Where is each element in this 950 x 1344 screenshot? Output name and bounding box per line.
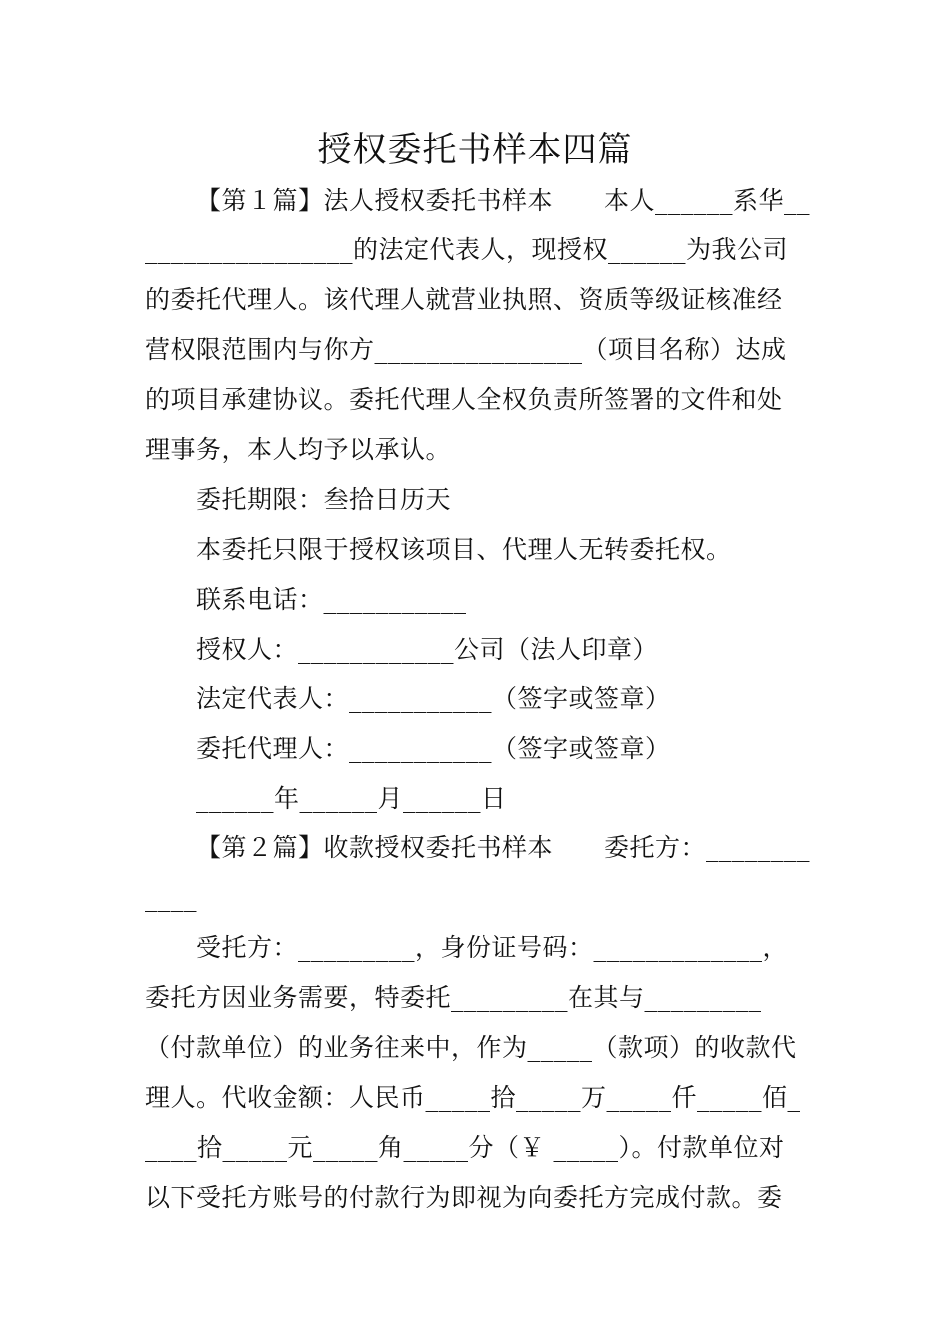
paragraph-line: 的项目承建协议。委托代理人全权负责所签署的文件和处 (145, 385, 783, 414)
paragraph-line: 的委托代理人。该代理人就营业执照、资质等级证核准经 (145, 285, 783, 314)
paragraph-line: 受托方：_________，身份证号码：_____________， (196, 933, 789, 962)
paragraph-line: ______年______月______日 (196, 784, 507, 813)
document-title: 授权委托书样本四篇 (317, 130, 633, 170)
paragraph-line: 理人。代收金额：人民币_____拾_____万_____仟_____佰_ (145, 1083, 801, 1112)
paragraph-line: 法定代表人：___________（签字或签章） (196, 684, 671, 713)
paragraph-line: 委托方因业务需要，特委托_________在其与_________ (145, 983, 762, 1012)
paragraph-line: 【第２篇】收款授权委托书样本 委托方：________ (196, 833, 811, 862)
paragraph-line: 【第１篇】法人授权委托书样本 本人______系华__ (196, 186, 811, 215)
paragraph-line: ____ (145, 883, 197, 912)
paragraph-line: 以下受托方账号的付款行为即视为向委托方完成付款。委 (145, 1183, 783, 1212)
paragraph-line: 委托期限：叁拾日历天 (196, 485, 452, 514)
paragraph-line: ____拾_____元_____角_____分（￥ _____）。付款单位对 (145, 1133, 785, 1162)
paragraph-line: 营权限范围内与你方________________（项目名称）达成 (145, 335, 787, 364)
paragraph-line: ________________的法定代表人，现授权______为我公司 (145, 235, 789, 264)
paragraph-line: 联系电话：___________ (196, 585, 467, 614)
paragraph-line: （付款单位）的业务往来中，作为_____（款项）的收款代 (145, 1033, 797, 1062)
paragraph-line: 授权人：____________公司（法人印章） (196, 635, 659, 664)
paragraph-line: 理事务，本人均予以承认。 (145, 435, 452, 464)
paragraph-line: 委托代理人：___________（签字或签章） (196, 734, 671, 763)
paragraph-line: 本委托只限于授权该项目、代理人无转委托权。 (196, 535, 732, 564)
